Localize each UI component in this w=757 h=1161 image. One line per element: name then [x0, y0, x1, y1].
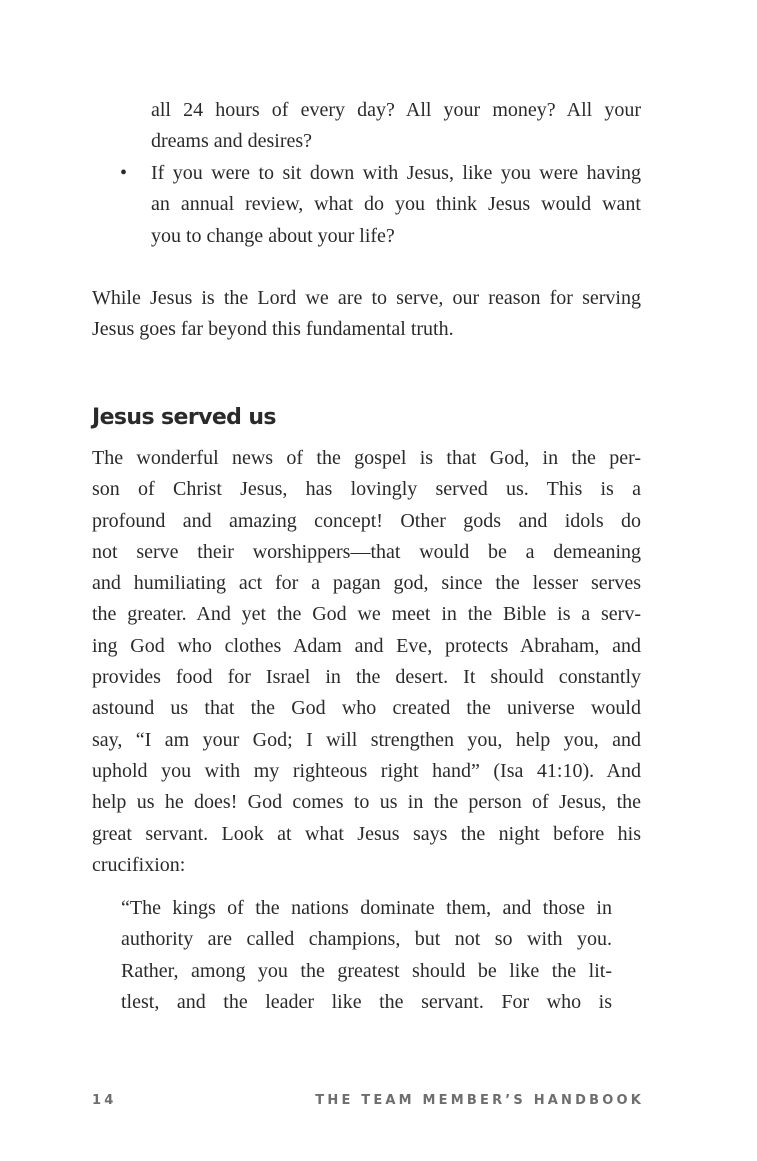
paragraph-lord-we-serve — [92, 283, 641, 346]
text-line: Jesus goes far beyond this fundamental truth. — [92, 318, 454, 341]
bullet-icon: • — [120, 162, 128, 184]
paragraph-jesus-served-us — [92, 443, 641, 881]
bullet-item — [120, 158, 641, 252]
text-line: crucifixion: — [92, 853, 186, 876]
running-footer-title: THE TEAM MEMBER’S HANDBOOK — [315, 1093, 644, 1108]
text-line: profound and amazing concept! Other gods and idols do — [92, 509, 641, 532]
text-line: the greater. And yet the God we meet in the Bible is a serv- — [92, 603, 641, 626]
text-line: provides food for Israel in the desert. It should constantly — [92, 666, 641, 689]
text-line: great servant. Look at what Jesus says the night before his — [92, 822, 641, 845]
section-heading: Jesus served us — [92, 405, 276, 430]
text-line: uphold you with my righteous right hand” (Isa 41:10). And — [92, 759, 641, 782]
text-line: help us he does! God comes to us in the person of Jesus, the — [92, 791, 641, 814]
text-line: If you were to sit down with Jesus, like you were having — [151, 162, 641, 184]
text-line: The wonderful news of the gospel is that God, in the per- — [92, 447, 641, 469]
text-line: ing God who clothes Adam and Eve, protects Abraham, and — [92, 634, 641, 657]
text-line: authority are called champions, but not so with you. — [121, 928, 612, 951]
text-line: son of Christ Jesus, has lovingly served us. This is a — [92, 478, 641, 501]
text-line: Rather, among you the greatest should be like the lit- — [121, 959, 612, 982]
text-line: and humiliating act for a pagan god, since the lesser serves — [92, 572, 641, 595]
text-line: an annual review, what do you think Jesus would want — [151, 193, 641, 216]
text-line: dreams and desires? — [151, 130, 313, 153]
text-line: astound us that the God who created the universe would — [92, 697, 641, 720]
bullet-continuation — [151, 95, 641, 158]
text-line: “The kings of the nations dominate them, and those in — [121, 897, 612, 919]
text-line: say, “I am your God; I will strengthen you, help you, and — [92, 728, 641, 751]
text-line: not serve their worshippers—that would be a demeaning — [92, 540, 641, 563]
text-line: While Jesus is the Lord we are to serve, our reason for serving — [92, 287, 641, 309]
block-quote — [121, 893, 612, 1018]
text-line: tlest, and the leader like the servant. For who is — [121, 990, 612, 1013]
text-line: you to change about your life? — [151, 224, 395, 247]
page-number: 14 — [92, 1093, 117, 1108]
text-line: all 24 hours of every day? All your money? All your — [151, 99, 641, 121]
bullet-text — [151, 158, 641, 252]
